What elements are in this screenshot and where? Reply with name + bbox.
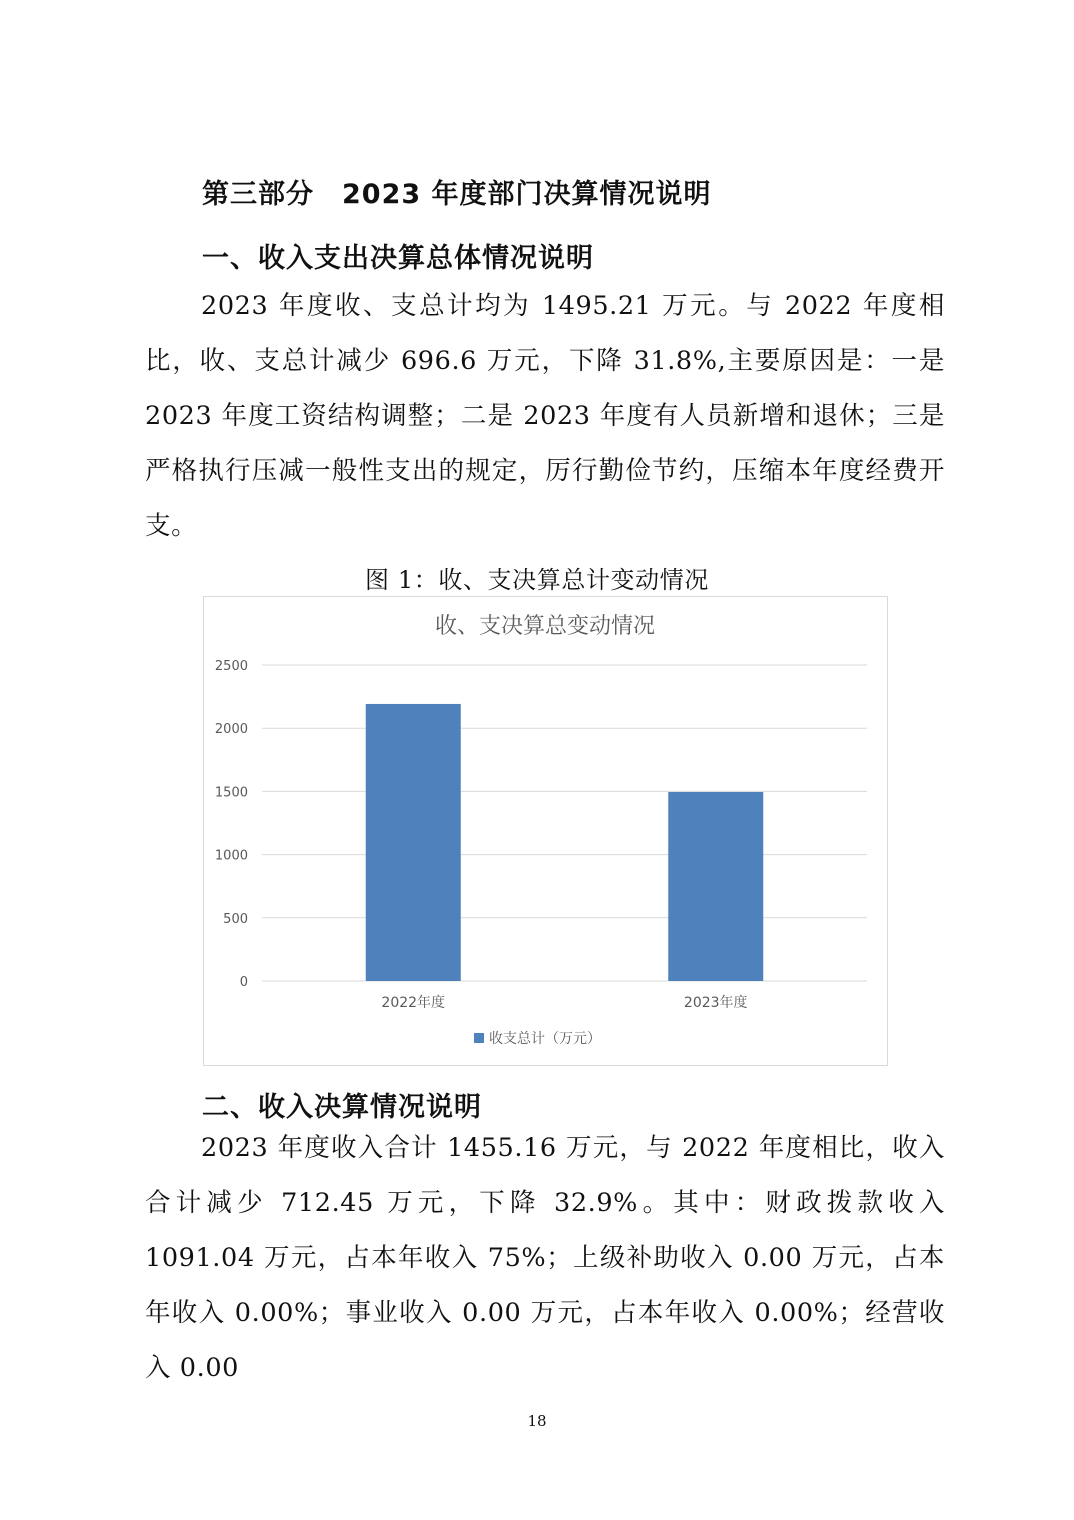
x-tick-label: 2023年度 (683, 995, 748, 1011)
legend-swatch (474, 1033, 484, 1043)
chart-bars (366, 704, 764, 981)
chart-y-axis-ticks (215, 659, 248, 990)
chart-canvas (204, 597, 887, 1065)
bar (668, 792, 763, 981)
figure-caption: 图 1：收、支决算总计变动情况 (365, 566, 709, 594)
y-tick-label: 1500 (214, 785, 248, 801)
bar-chart (203, 596, 888, 1066)
y-tick-label: 2000 (214, 722, 248, 738)
section-heading-overall: 一、收入支出决算总体情况说明 (202, 243, 594, 274)
chart-gridlines (262, 665, 867, 981)
chart-x-axis-ticks (381, 994, 747, 1011)
y-tick-label: 1000 (214, 848, 248, 864)
section-paragraph-income: 2023 年度收入合计 1455.16 万元，与 2022 年度相比，收入合计减少 712.45 万元，下降 32.9%。其中：财政拨款收入 1091.04 万元，占本年收入 75%；上级补助收入 0.00 万元，占本年收入 0.00%；事业收入 0.00 万元，占本年收入 0.00%；经营收入 0.00 (145, 1133, 945, 1383)
y-tick-label: 0 (239, 975, 248, 990)
chart-title: 收、支决算总变动情况 (434, 614, 656, 639)
page-number: 18 (527, 1412, 547, 1430)
legend-label: 收支总计（万元） (489, 1031, 601, 1047)
y-tick-label: 2500 (214, 659, 248, 674)
y-tick-label: 500 (223, 911, 248, 927)
x-tick-label: 2022年度 (381, 995, 446, 1011)
part-title: 第三部分 2023 年度部门决算情况说明 (202, 179, 712, 210)
bar (366, 704, 461, 981)
section-heading-income: 二、收入决算情况说明 (202, 1092, 482, 1123)
chart-legend (474, 1030, 601, 1047)
section-paragraph-overall: 2023 年度收、支总计均为 1495.21 万元。与 2022 年度相比，收、支总计减少 696.6 万元，下降 31.8%,主要原因是：一是 2023 年度工资结构调整；二是 2023 年度有人员新增和退休；三是严格执行压减一般性支出的规定，厉行勤俭节约，压缩本年度经费开支。 (145, 291, 945, 541)
